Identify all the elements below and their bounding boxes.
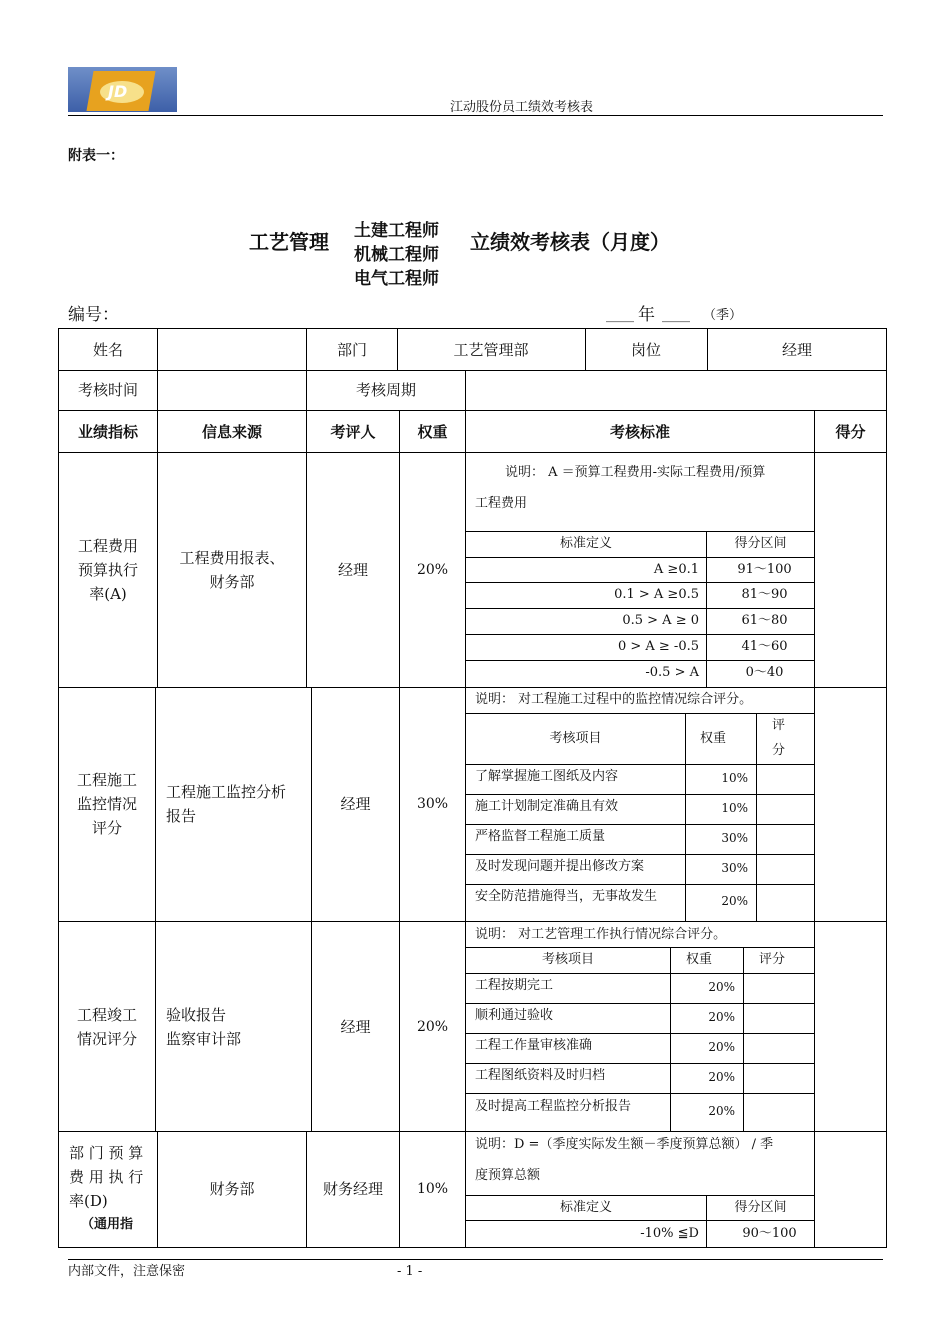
indicator-line: 评分 <box>91 819 122 837</box>
weight: 10% <box>416 1181 449 1197</box>
item-weight: 30% <box>721 831 748 845</box>
score-cell[interactable] <box>815 688 885 920</box>
post-value: 经理 <box>781 341 812 359</box>
note-line: 说明： A ＝预算工程费用-实际工程费用/预算 <box>505 465 766 480</box>
assessor: 经理 <box>337 561 368 579</box>
std-def: 0 > A ≥ -0.5 <box>617 639 699 654</box>
source-line: 验收报告 <box>166 1006 227 1024</box>
attachment-label: 附表一： <box>68 148 124 164</box>
footer-confidential: 内部文件，注意保密 <box>68 1264 186 1279</box>
season-blank: ____ <box>662 307 690 323</box>
note-line: 说明：D =（季度实际发生额－季度预算总额） / 季 <box>475 1137 774 1152</box>
indicator-line: 监控情况 <box>76 795 137 813</box>
item-weight: 10% <box>721 771 748 785</box>
dept-label: 部门 <box>336 341 367 359</box>
item-weight: 20% <box>721 894 748 908</box>
weight: 20% <box>416 562 449 578</box>
indicator-line: 工程费用 <box>77 537 138 555</box>
std-header: 标准定义 <box>559 536 612 551</box>
std-range: 61～80 <box>741 613 788 628</box>
score-header: 分 <box>771 743 785 758</box>
indicator-line: 情况评分 <box>76 1030 137 1048</box>
period-label: 考核周期 <box>355 381 416 399</box>
assessor: 经理 <box>340 795 371 813</box>
item-weight: 20% <box>708 1040 735 1054</box>
std-def: 0.5 > A ≥ 0 <box>622 613 699 628</box>
item-weight: 20% <box>708 1070 735 1084</box>
item-name: 顺利通过验收 <box>475 1008 554 1023</box>
source: 财务部 <box>209 1180 255 1198</box>
std-range: 81～90 <box>741 587 788 602</box>
season-label: （季） <box>703 308 743 323</box>
item-name: 施工计划制定准确且有效 <box>475 799 619 814</box>
name-label: 姓名 <box>92 341 123 359</box>
doc-title: 江动股份员工绩效考核表 <box>450 100 594 115</box>
std-def: A ≥0.1 <box>653 562 699 577</box>
name-value-cell[interactable] <box>158 329 305 369</box>
std-def: -10% ≦D <box>640 1226 699 1241</box>
item-name: 及时发现问题并提出修改方案 <box>475 859 645 874</box>
source-line: 工程施工监控分析 <box>166 783 287 801</box>
title-suffix: 立绩效考核表（月度） <box>470 230 670 254</box>
score-cell[interactable] <box>815 1132 885 1246</box>
item-weight: 10% <box>721 801 748 815</box>
time-label: 考核时间 <box>77 381 138 399</box>
col-source: 信息来源 <box>201 423 262 441</box>
score-header: 评分 <box>758 952 785 967</box>
company-logo <box>68 67 177 112</box>
year-blank: ____ <box>606 307 634 323</box>
source-line: 财务部 <box>209 573 255 591</box>
indicator-line: 工程竣工 <box>76 1006 137 1024</box>
score-header: 评 <box>771 718 785 733</box>
title-prefix: 工艺管理 <box>249 230 329 254</box>
item-name: 及时提高工程监控分析报告 <box>475 1099 632 1114</box>
indicator-line: 工程施工 <box>76 771 137 789</box>
std-def: 0.1 > A ≥0.5 <box>614 587 699 602</box>
title-role-3: 电气工程师 <box>354 269 439 289</box>
note-line: 工程费用 <box>475 496 528 511</box>
item-name: 工程图纸资料及时归档 <box>475 1068 606 1083</box>
year-label: 年 <box>638 305 655 325</box>
indicator-line: 率(A) <box>89 585 127 603</box>
item-name: 安全防范措施得当，无事故发生 <box>475 889 658 904</box>
weight: 20% <box>416 1019 449 1035</box>
std-range: 91～100 <box>737 562 792 577</box>
std-def: -0.5 > A <box>645 665 699 680</box>
std-range: 41～60 <box>741 639 788 654</box>
footer-rule <box>68 1259 883 1260</box>
col-standard: 考核标准 <box>609 423 670 441</box>
note: 说明： 对工艺管理工作执行情况综合评分。 <box>475 927 727 942</box>
item-weight: 20% <box>708 980 735 994</box>
period-value-cell[interactable] <box>466 371 885 409</box>
note: 说明： 对工程施工过程中的监控情况综合评分。 <box>475 692 753 707</box>
title-role-1: 土建工程师 <box>354 221 439 241</box>
item-weight: 20% <box>708 1010 735 1024</box>
item-weight: 20% <box>708 1104 735 1118</box>
time-value-cell[interactable] <box>158 371 305 409</box>
item-name: 工程工作量审核准确 <box>475 1038 593 1053</box>
indicator-line: 率(D) <box>69 1192 108 1210</box>
header-rule <box>68 115 883 116</box>
indicator-note: （通用指 <box>81 1217 134 1232</box>
indicator-line: 预算执行 <box>77 561 138 579</box>
std-header: 标准定义 <box>559 1200 612 1215</box>
col-score: 得分 <box>835 423 866 441</box>
page-number: - 1 - <box>397 1264 423 1279</box>
std-range: 90～100 <box>742 1226 797 1241</box>
item-header: 考核项目 <box>541 952 594 967</box>
score-cell[interactable] <box>815 922 885 1130</box>
indicator-line: 费 用 执 行 <box>69 1168 144 1186</box>
dept-value: 工艺管理部 <box>453 341 529 359</box>
item-header: 考核项目 <box>549 731 602 746</box>
number-label: 编号： <box>68 305 119 325</box>
item-name: 严格监督工程施工质量 <box>475 829 606 844</box>
note-line: 度预算总额 <box>475 1168 541 1183</box>
weight: 30% <box>416 796 449 812</box>
source-line: 报告 <box>166 807 197 825</box>
item-name: 工程按期完工 <box>475 978 554 993</box>
item-weight: 30% <box>721 861 748 875</box>
indicator-line: 部 门 预 算 <box>69 1144 144 1162</box>
assessor: 经理 <box>340 1018 371 1036</box>
assessor: 财务经理 <box>322 1180 383 1198</box>
score-cell[interactable] <box>815 453 885 686</box>
range-header: 得分区间 <box>734 536 787 551</box>
range-header: 得分区间 <box>734 1200 787 1215</box>
item-name: 了解掌握施工图纸及内容 <box>475 769 619 784</box>
weight-header: 权重 <box>685 952 712 967</box>
col-weight: 权重 <box>417 423 448 441</box>
post-label: 岗位 <box>630 341 661 359</box>
col-assessor: 考评人 <box>330 423 376 441</box>
col-indicator: 业绩指标 <box>77 423 138 441</box>
source-line: 监察审计部 <box>166 1030 242 1048</box>
weight-header: 权重 <box>699 731 726 746</box>
source-line: 工程费用报表、 <box>179 549 285 567</box>
title-role-2: 机械工程师 <box>354 245 439 265</box>
std-range: 0～40 <box>745 665 784 680</box>
logo-text: JD <box>108 82 128 101</box>
